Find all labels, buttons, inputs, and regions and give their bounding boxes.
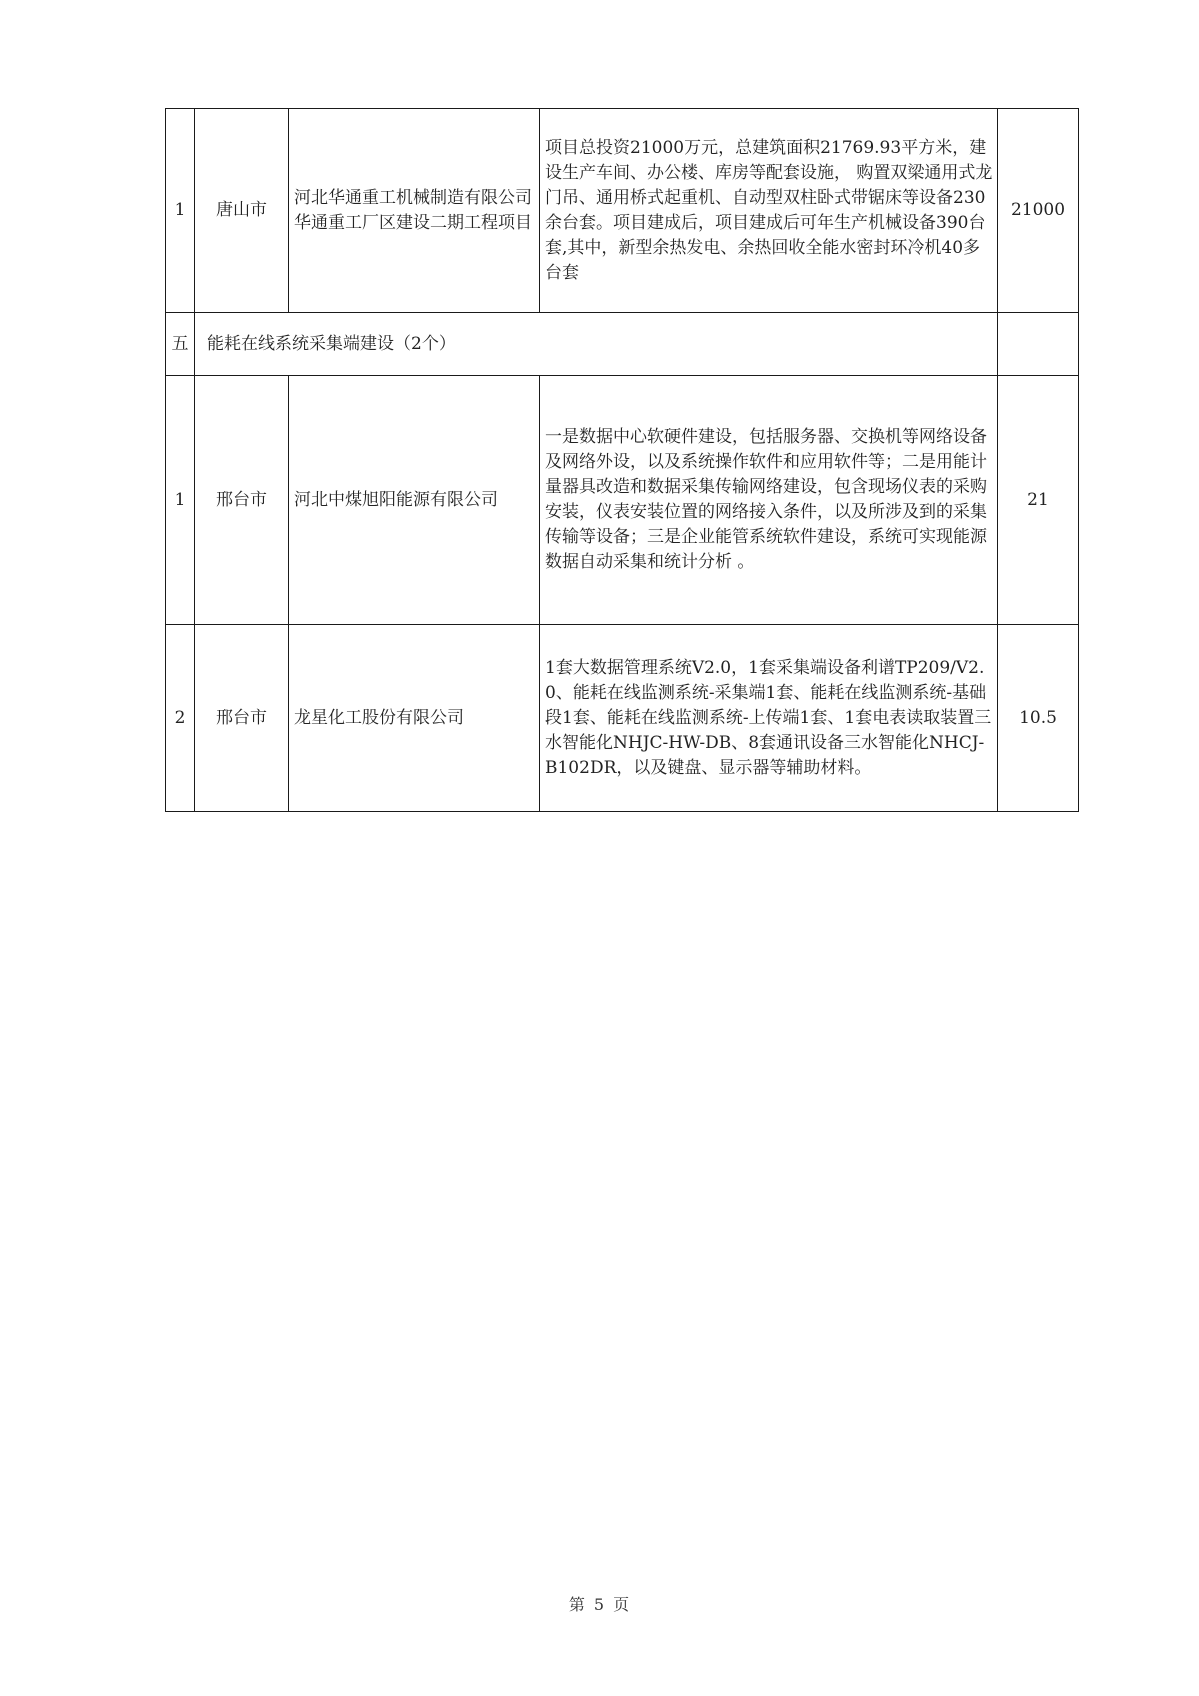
- row-amount: 21000: [998, 109, 1079, 313]
- page-prefix: 第: [568, 1595, 586, 1614]
- row-project-name: 河北中煤旭阳能源有限公司: [289, 376, 540, 625]
- page-footer: [0, 1592, 1199, 1615]
- section-amount: [998, 313, 1079, 376]
- row-city: 唐山市: [195, 109, 289, 313]
- section-title: 能耗在线系统采集端建设（2个）: [195, 313, 998, 376]
- project-table: [165, 108, 1079, 812]
- page-suffix: 页: [613, 1595, 631, 1614]
- row-index: 1: [166, 376, 195, 625]
- row-city: 邢台市: [195, 376, 289, 625]
- table-row: [166, 376, 1079, 625]
- row-amount: 10.5: [998, 625, 1079, 812]
- row-index: 1: [166, 109, 195, 313]
- row-city: 邢台市: [195, 625, 289, 812]
- row-description: 1套大数据管理系统V2.0，1套采集端设备利谱TP209/V2.0、能耗在线监测系统-采集端1套、能耗在线监测系统-基础段1套、能耗在线监测系统-上传端1套、1套电表读取装置三水智能化NHJC-HW-DB、8套通讯设备三水智能化NHCJ-B102DR，以及键盘、显示器等辅助材料。: [540, 625, 998, 812]
- section-row: [166, 313, 1079, 376]
- row-amount: 21: [998, 376, 1079, 625]
- row-description: 项目总投资21000万元，总建筑面积21769.93平方米，建设生产车间、办公楼、库房等配套设施， 购置双梁通用式龙门吊、通用桥式起重机、自动型双柱卧式带锯床等设备230余台套。项目建成后，项目建成后可年生产机械设备390台套,其中，新型余热发电、余热回收全能水密封环冷机40多台套: [540, 109, 998, 313]
- row-project-name: 河北华通重工机械制造有限公司华通重工厂区建设二期工程项目: [289, 109, 540, 313]
- row-description: 一是数据中心软硬件建设，包括服务器、交换机等网络设备及网络外设，以及系统操作软件和应用软件等；二是用能计量器具改造和数据采集传输网络建设，包含现场仪表的采购安装，仪表安装位置的网络接入条件，以及所涉及到的采集传输等设备；三是企业能管系统软件建设，系统可实现能源数据自动采集和统计分析 。: [540, 376, 998, 625]
- table-row: [166, 109, 1079, 313]
- table-row: [166, 625, 1079, 812]
- page-number: 5: [593, 1595, 606, 1614]
- section-index: 五: [166, 313, 195, 376]
- row-index: 2: [166, 625, 195, 812]
- row-project-name: 龙星化工股份有限公司: [289, 625, 540, 812]
